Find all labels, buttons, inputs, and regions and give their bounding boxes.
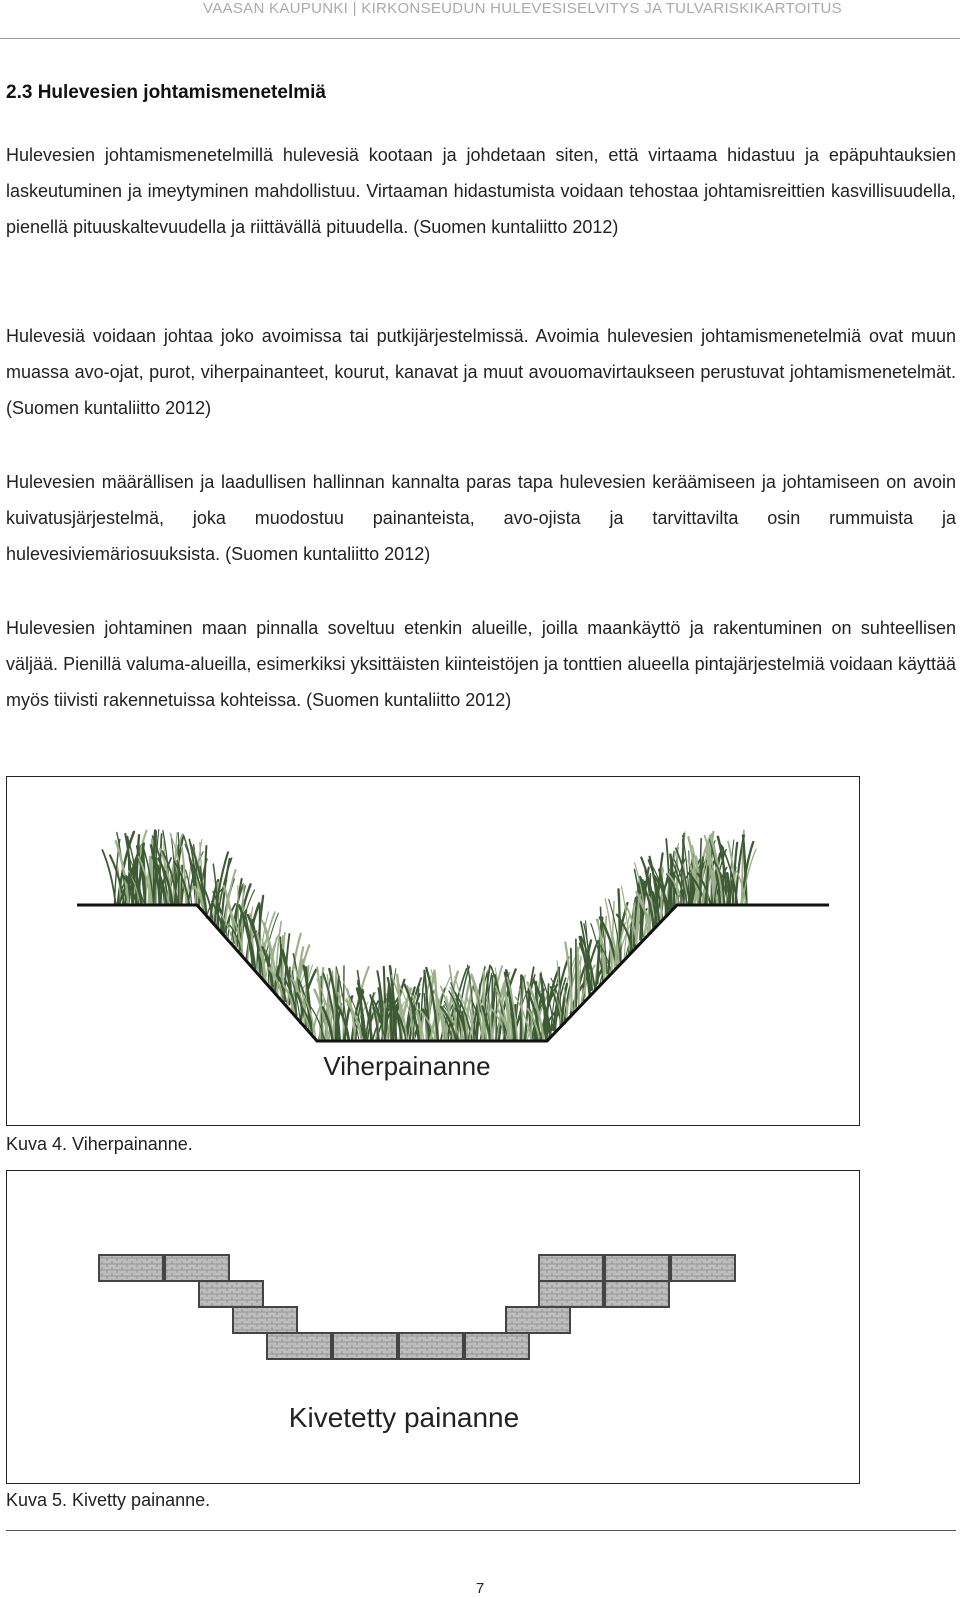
paving-stone [465, 1333, 529, 1359]
paragraph-1: Hulevesien johtamismenetelmillä hulevesiä kootaan ja johdetaan siten, että virtaama hidastuu ja epäpuhtauksien laskeutuminen ja imeytyminen mahdollistuu. Virtaaman hidastumista voidaan tehostaa johtamisreittien kasvillisuudella, pienellä pituuskaltevuudella ja riittävällä pituudella. (Suomen kuntaliitto 2012) [6, 145, 956, 237]
paving-stone [506, 1307, 570, 1333]
grass-blade [102, 850, 115, 903]
paving-stone [605, 1255, 669, 1281]
paving-stone [399, 1333, 463, 1359]
paving-stone [233, 1307, 297, 1333]
grass-blade [578, 947, 579, 1003]
paving-stone [199, 1281, 263, 1307]
grass-blade [483, 971, 484, 1039]
figure-viherpainanne [6, 776, 860, 1126]
paved-swale-illustration [7, 1171, 859, 1483]
figure-kivetetty-painanne [6, 1170, 860, 1484]
paragraph-2: Hulevesiä voidaan johtaa joko avoimissa tai putkijärjestelmissä. Avoimia hulevesien johtamismenetelmiä ovat muun muassa avo-ojat, purot, viherpainanteet, kourut, kanavat ja muut avouomavirtaukseen perustuvat johtamismenetelmät. (Suomen kuntaliitto 2012) [6, 326, 956, 418]
paving-stones [99, 1255, 735, 1359]
figure-label-viherpainanne: Viherpainanne [323, 1051, 491, 1081]
paving-stone [671, 1255, 735, 1281]
paragraph-4: Hulevesien johtaminen maan pinnalla soveltuu etenkin alueille, joilla maankäyttö ja rakentuminen on suhteellisen väljää. Pienillä valuma-alueilla, esimerkiksi yksittäisten kiinteistöjen ja tonttien alueella pintajärjestelmiä voidaan käyttää myös tiivisti rakennetuissa kohteissa. (Suomen kuntaliitto 2012) [6, 618, 956, 710]
paving-stone [165, 1255, 229, 1281]
footer-divider [6, 1530, 956, 1531]
paving-stone [267, 1333, 331, 1359]
grass-vegetation [102, 830, 756, 1040]
grass-swale-illustration [7, 777, 859, 1125]
page-number: 7 [475, 1580, 485, 1597]
paving-stone [539, 1255, 603, 1281]
paving-stone [99, 1255, 163, 1281]
paving-stone [539, 1281, 603, 1307]
paving-stone [605, 1281, 669, 1307]
paragraph-3: Hulevesien määrällisen ja laadullisen hallinnan kannalta paras tapa hulevesien keräämiseen ja johtamiseen on avoin kuivatusjärjestelmä, joka muodostuu painanteista, avo-ojista ja tarvittavilta osin rummuista ja hulevesiviemäriosuuksista. (Suomen kuntaliitto 2012) [6, 472, 956, 564]
figure-5-caption: Kuva 5. Kivetty painanne. [6, 1490, 211, 1510]
paving-stone [333, 1333, 397, 1359]
section-heading: 2.3 Hulevesien johtamismenetelmiä [6, 82, 326, 103]
figure-4-caption: Kuva 4. Viherpainanne. [6, 1134, 193, 1154]
figure-label-kivetetty-painanne: Kivetetty painanne [288, 1402, 520, 1433]
page-header [0, 0, 960, 39]
header-title: VAASAN KAUPUNKI | KIRKONSEUDUN HULEVESISELVITYS JA TULVARISKIKARTOITUS [203, 0, 842, 17]
